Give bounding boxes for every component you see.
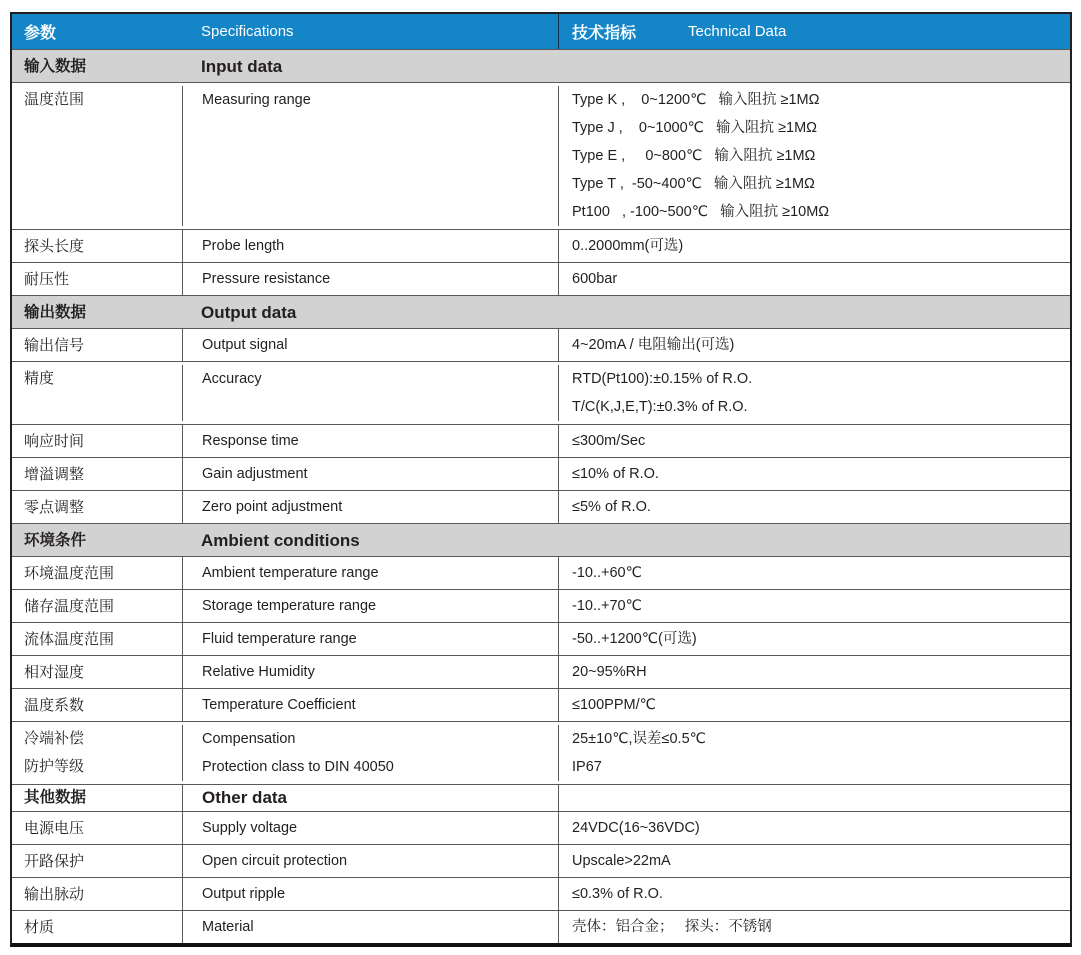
spec-cell	[182, 50, 558, 82]
value-cell	[558, 458, 1070, 490]
spec-cell-text: Accuracy	[202, 371, 262, 387]
param-cell	[12, 656, 182, 688]
param-cell	[12, 458, 182, 490]
param-cell-text: 增溢调整	[24, 465, 85, 483]
value-cell	[558, 86, 1070, 226]
value-cell	[558, 365, 1070, 421]
spec-cell-text: Gain adjustment	[202, 465, 308, 482]
spec-row	[12, 655, 1070, 688]
value-cell-text: -50..+1200℃(可选)	[572, 630, 697, 647]
spec-row	[12, 490, 1070, 523]
param-cell	[12, 785, 182, 811]
param-cell-text: 响应时间	[24, 432, 85, 450]
value-cell-text: ≤0.3% of R.O.	[572, 885, 663, 902]
value-cell	[558, 812, 1070, 844]
param-cell-text: 输出脉动	[24, 885, 85, 903]
section-row	[12, 295, 1070, 328]
spec-cell-text: Protection class to DIN 40050	[202, 759, 394, 775]
param-cell	[12, 365, 182, 421]
spec-cell-text: Zero point adjustment	[202, 498, 343, 515]
param-cell	[12, 911, 182, 943]
spec-cell-text: Compensation	[202, 731, 296, 747]
spec-cell-text: Material	[202, 918, 254, 935]
value-cell-text: Upscale>22mA	[572, 852, 671, 869]
value-cell-text: Type K , 0~1200℃ 输入阻抗 ≥1MΩ	[572, 92, 820, 108]
spec-row	[12, 328, 1070, 361]
value-cell	[558, 590, 1070, 622]
header-tech-en-label: Technical Data	[688, 23, 787, 40]
spec-cell	[182, 590, 558, 622]
value-cell-text: ≤5% of R.O.	[572, 498, 651, 515]
param-cell	[12, 623, 182, 655]
spec-row	[12, 457, 1070, 490]
spec-cell	[182, 491, 558, 523]
section-row	[12, 523, 1070, 556]
spec-row	[12, 361, 1070, 424]
param-cell-text: 温度系数	[24, 696, 85, 714]
value-cell	[558, 911, 1070, 943]
spec-row	[12, 844, 1070, 877]
spec-cell	[182, 296, 558, 328]
spec-cell	[182, 725, 558, 781]
value-cell-text: 600bar	[572, 270, 618, 287]
param-cell-text: 输入数据	[24, 57, 87, 75]
param-cell	[12, 689, 182, 721]
spec-cell	[182, 845, 558, 877]
value-cell-text: Pt100 , -100~500℃ 输入阻抗 ≥10MΩ	[572, 204, 830, 220]
param-cell-text: 耐压性	[24, 270, 70, 288]
value-cell	[558, 785, 1070, 811]
value-cell-text: 0..2000mm(可选)	[572, 237, 684, 254]
spec-row	[12, 910, 1070, 943]
spec-row	[12, 721, 1070, 784]
spec-cell-text: Input data	[201, 56, 283, 76]
param-cell	[12, 491, 182, 523]
value-cell	[558, 557, 1070, 589]
spec-cell-text: Storage temperature range	[202, 597, 377, 614]
spec-cell-text: Ambient conditions	[201, 530, 360, 550]
param-cell	[12, 230, 182, 262]
section-row	[12, 49, 1070, 82]
spec-cell	[182, 689, 558, 721]
value-cell	[558, 689, 1070, 721]
param-cell	[12, 50, 182, 82]
spec-row	[12, 589, 1070, 622]
spec-row	[12, 262, 1070, 295]
value-cell	[558, 230, 1070, 262]
spec-cell-text: Measuring range	[202, 92, 311, 108]
spec-cell	[182, 911, 558, 943]
header-tech-cell	[558, 14, 1070, 49]
spec-cell-text: Response time	[202, 432, 299, 449]
param-cell-text: 输出数据	[24, 303, 87, 321]
param-cell	[12, 878, 182, 910]
value-cell	[558, 263, 1070, 295]
param-cell	[12, 86, 182, 226]
spec-cell	[182, 785, 558, 811]
param-cell	[12, 263, 182, 295]
spec-cell	[182, 230, 558, 262]
spec-cell-text: Temperature Coefficient	[202, 696, 356, 713]
spec-cell	[182, 878, 558, 910]
param-cell-text: 精度	[24, 370, 55, 387]
param-cell	[12, 329, 182, 361]
param-cell	[12, 557, 182, 589]
value-cell-text: 20~95%RH	[572, 663, 647, 680]
value-cell-text: -10..+70℃	[572, 597, 642, 614]
param-cell-text: 环境条件	[24, 531, 87, 549]
param-cell-text: 材质	[24, 918, 55, 936]
spec-cell	[182, 524, 558, 556]
value-cell	[558, 296, 1070, 328]
param-cell	[12, 725, 182, 781]
spec-cell	[182, 656, 558, 688]
spec-cell-text: Fluid temperature range	[202, 630, 357, 647]
spec-table	[10, 12, 1072, 947]
spec-cell-text: Output signal	[202, 336, 288, 353]
spec-cell-text: Pressure resistance	[202, 270, 331, 287]
spec-cell-text: Probe length	[202, 237, 285, 254]
param-cell-text: 储存温度范围	[24, 597, 115, 615]
header-tech-cn-label: 技术指标	[572, 25, 637, 42]
value-cell	[558, 656, 1070, 688]
value-cell	[558, 725, 1070, 781]
value-cell-text: 25±10℃,误差≤0.5℃	[572, 731, 706, 747]
spec-cell	[182, 329, 558, 361]
param-cell	[12, 425, 182, 457]
spec-cell	[182, 425, 558, 457]
param-cell-text: 环境温度范围	[24, 564, 115, 582]
spec-row	[12, 82, 1070, 229]
spec-row	[12, 688, 1070, 721]
param-cell-text: 电源电压	[24, 819, 85, 837]
spec-cell	[182, 623, 558, 655]
spec-row	[12, 424, 1070, 457]
spec-cell-text: Output data	[201, 302, 297, 322]
value-cell	[558, 425, 1070, 457]
spec-cell-text: Output ripple	[202, 885, 286, 902]
value-cell-text: -10..+60℃	[572, 564, 642, 581]
section-row	[12, 784, 1070, 811]
spec-row	[12, 229, 1070, 262]
param-cell-text: 其他数据	[24, 789, 87, 806]
value-cell	[558, 878, 1070, 910]
spec-row	[12, 811, 1070, 844]
param-cell	[12, 296, 182, 328]
value-cell-text: ≤300m/Sec	[572, 432, 646, 449]
value-cell-text: 壳体：铝合金； 探头：不锈钢	[572, 918, 772, 935]
param-cell	[12, 845, 182, 877]
value-cell-text: ≤100PPM/℃	[572, 696, 656, 713]
spec-cell	[182, 458, 558, 490]
value-cell	[558, 845, 1070, 877]
param-cell-text: 流体温度范围	[24, 630, 115, 648]
spec-row	[12, 622, 1070, 655]
header-param-label: 参数	[24, 25, 57, 42]
spec-cell-text: Relative Humidity	[202, 663, 315, 680]
spec-cell-text: Open circuit protection	[202, 852, 348, 869]
value-cell-text: Type J , 0~1000℃ 输入阻抗 ≥1MΩ	[572, 120, 818, 136]
param-cell-text: 冷端补偿	[24, 730, 85, 747]
param-cell-text: 输出信号	[24, 336, 85, 354]
value-cell-text: 4~20mA / 电阻输出(可选)	[572, 336, 735, 353]
param-cell-text: 防护等级	[24, 758, 85, 775]
param-cell	[12, 524, 182, 556]
value-cell-text: RTD(Pt100):±0.15% of R.O.	[572, 371, 753, 387]
value-cell-text: ≤10% of R.O.	[572, 465, 659, 482]
spec-cell-text: Other data	[202, 788, 288, 807]
header-spec-label: Specifications	[201, 23, 294, 40]
spec-table-rows	[12, 49, 1070, 943]
spec-cell	[182, 557, 558, 589]
param-cell-text: 相对湿度	[24, 663, 85, 681]
spec-cell-text: Ambient temperature range	[202, 564, 379, 581]
value-cell	[558, 329, 1070, 361]
spec-row	[12, 556, 1070, 589]
param-cell-text: 温度范围	[24, 91, 85, 108]
param-cell	[12, 812, 182, 844]
spec-cell-text: Supply voltage	[202, 819, 298, 836]
param-cell-text: 零点调整	[24, 498, 85, 516]
value-cell	[558, 50, 1070, 82]
param-cell	[12, 590, 182, 622]
value-cell	[558, 491, 1070, 523]
table-header	[12, 14, 1070, 49]
value-cell-text: IP67	[572, 759, 602, 775]
spec-cell	[182, 86, 558, 226]
spec-cell	[182, 812, 558, 844]
value-cell-text: T/C(K,J,E,T):±0.3% of R.O.	[572, 399, 748, 415]
spec-cell	[182, 365, 558, 421]
spec-cell	[182, 263, 558, 295]
param-cell-text: 探头长度	[24, 237, 85, 255]
value-cell	[558, 623, 1070, 655]
value-cell-text: Type T , -50~400℃ 输入阻抗 ≥1MΩ	[572, 176, 815, 192]
value-cell-text: 24VDC(16~36VDC)	[572, 819, 700, 836]
value-cell-text: Type E , 0~800℃ 输入阻抗 ≥1MΩ	[572, 148, 816, 164]
param-cell-text: 开路保护	[24, 852, 85, 870]
value-cell	[558, 524, 1070, 556]
spec-row	[12, 877, 1070, 910]
